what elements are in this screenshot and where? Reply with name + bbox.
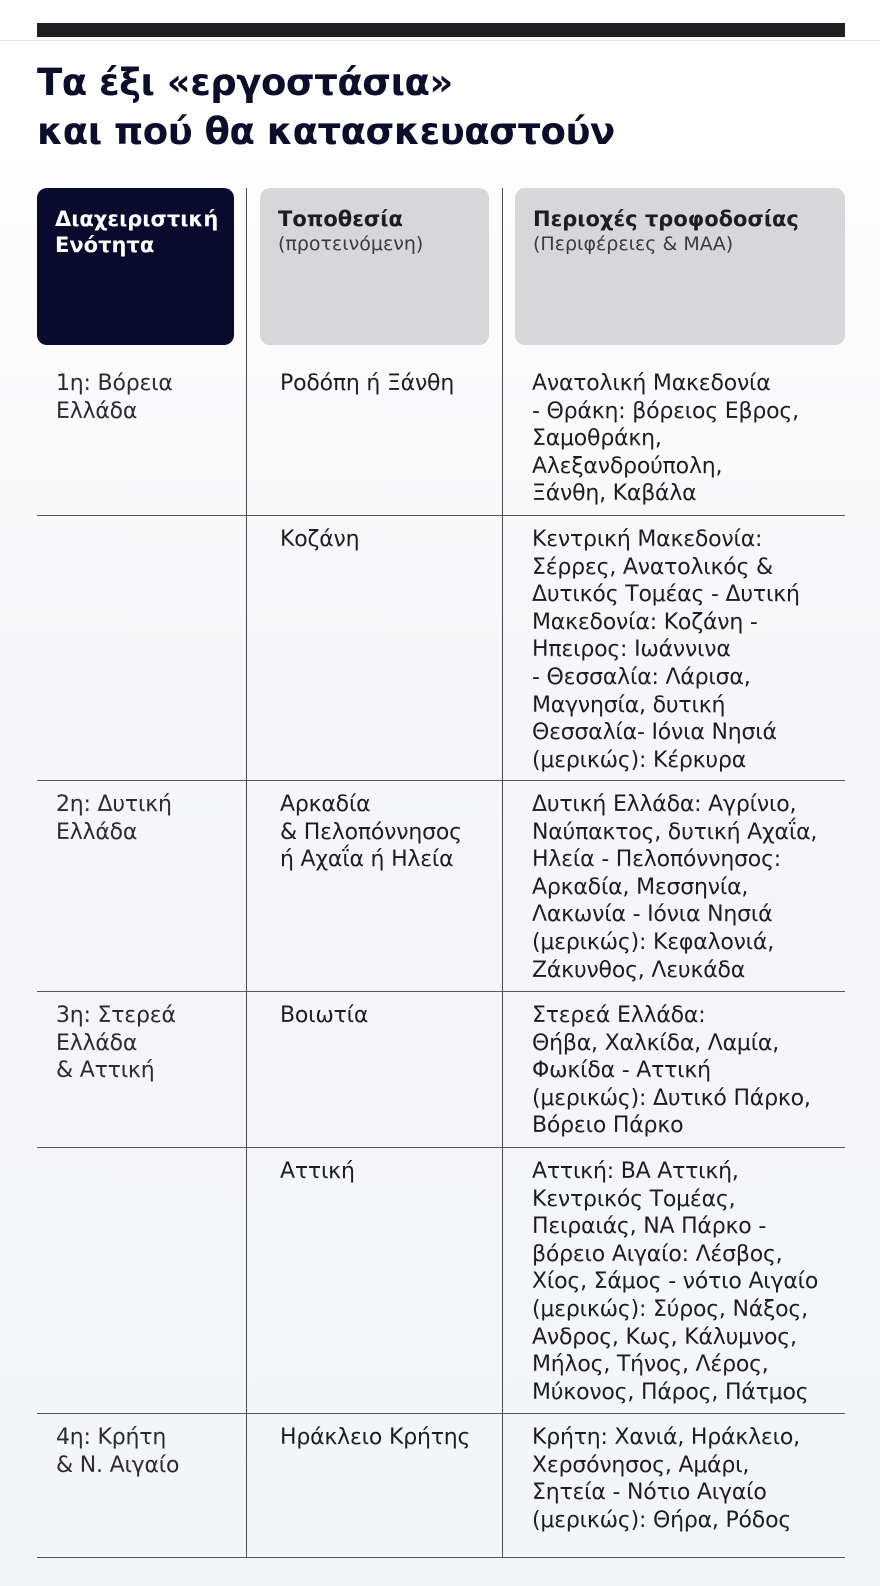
cell-regions-line: Σητεία - Νότιο Αιγαίο [532, 1480, 767, 1506]
cell-location-line: & Πελοπόννησος [280, 819, 462, 845]
cell-regions-line: Σέρρες, Ανατολικός & [532, 554, 774, 580]
cell-location [280, 1158, 496, 1186]
cell-regions-line: Θήβα, Χαλκίδα, Λαμία, [532, 1030, 780, 1056]
cell-regions-line: Μήλος, Τήνος, Λέρος, [532, 1352, 769, 1378]
cell-regions-line: Αλεξανδρούπολη, [532, 453, 723, 479]
top-rule [37, 23, 845, 37]
cell-regions-line: Ανδρος, Κως, Κάλυμνος, [532, 1324, 797, 1350]
cell-regions-line: - Θεσσαλία: Λάρισα, [532, 664, 751, 690]
cell-regions-line: Ξάνθη, Καβάλα [532, 481, 697, 507]
cell-regions-line: Μαγνησία, δυτική [532, 692, 726, 718]
column-divider [502, 188, 503, 1558]
top-hairline [0, 40, 880, 41]
cell-regions-line: (μερικώς): Σύρος, Νάξος, [532, 1296, 808, 1322]
cell-regions-line: Κεντρική Μακεδονία: [532, 527, 763, 552]
cell-unit [56, 791, 236, 846]
header-unit-line-1: Διαχειριστική [55, 207, 219, 231]
cell-unit-line: 2η: Δυτική [56, 792, 172, 817]
cell-regions-line: Λακωνία - Ιόνια Νησιά [532, 902, 773, 928]
cell-regions-line: Κρήτη: Χανιά, Ηράκλειο, [532, 1425, 800, 1450]
cell-regions-line: βόρειο Αιγαίο: Λέσβος, [532, 1241, 783, 1267]
cell-location [280, 370, 496, 398]
cell-unit [56, 370, 236, 425]
cell-unit [56, 1002, 236, 1085]
cell-location-line: Αττική [280, 1159, 355, 1184]
header-regions-subtitle: (Περιφέρειες & ΜΑΑ) [533, 233, 734, 255]
cell-regions-line: (μερικώς): Κέρκυρα [532, 747, 747, 773]
cell-location-line: Αρκαδία [280, 792, 371, 817]
cell-unit-line: 4η: Κρήτη [56, 1425, 167, 1450]
column-divider [246, 188, 247, 1558]
row-divider [37, 1413, 845, 1414]
header-unit-line-2: Ενότητα [55, 233, 155, 257]
header-unit [37, 188, 234, 345]
cell-location [280, 1424, 496, 1452]
cell-regions-line: Φωκίδα - Αττική [532, 1058, 711, 1084]
header-location [260, 188, 489, 345]
cell-location-line: ή Αχαΐα ή Ηλεία [280, 847, 454, 873]
row-divider [37, 1147, 845, 1148]
title-line-1: Τα έξι «εργοστάσια» [37, 61, 453, 104]
row-divider [37, 1557, 845, 1558]
cell-regions-line: Δυτική Ελλάδα: Αγρίνιο, [532, 792, 797, 817]
cell-regions-line: Κεντρικός Τομέας, [532, 1186, 736, 1212]
cell-regions-line: - Θράκη: βόρειος Εβρος, [532, 398, 799, 424]
cell-regions [532, 370, 842, 508]
cell-regions-line: Μακεδονία: Κοζάνη - [532, 609, 758, 635]
cell-regions-line: Χίος, Σάμος - νότιο Αιγαίο [532, 1269, 819, 1295]
cell-location-line: Ηράκλειο Κρήτης [280, 1425, 471, 1450]
cell-location-line: Κοζάνη [280, 527, 360, 552]
cell-regions-line: Χερσόνησος, Αμάρι, [532, 1452, 750, 1478]
cell-regions [532, 1424, 842, 1534]
cell-regions-line: Στερεά Ελλάδα: [532, 1003, 706, 1028]
cell-location [280, 1002, 496, 1030]
cell-regions [532, 1002, 842, 1140]
header-location-title: Τοποθεσία [278, 207, 403, 231]
cell-regions-line: Μύκονος, Πάρος, Πάτμος [532, 1379, 809, 1405]
cell-location [280, 791, 496, 874]
cell-location-line: Ροδόπη ή Ξάνθη [280, 371, 455, 396]
cell-unit-line: & Αττική [56, 1058, 155, 1084]
cell-regions [532, 791, 842, 984]
cell-regions-line: Θεσσαλία- Ιόνια Νησιά [532, 720, 777, 746]
cell-unit-line: 1η: Βόρεια [56, 371, 173, 396]
cell-regions-line: Ανατολική Μακεδονία [532, 371, 771, 396]
row-divider [37, 780, 845, 781]
cell-unit-line: & Ν. Αιγαίο [56, 1452, 180, 1478]
row-divider [37, 991, 845, 992]
cell-unit-line: Ελλάδα [56, 1030, 138, 1056]
cell-regions-line: (μερικώς): Κεφαλονιά, [532, 929, 775, 955]
title-line-2: και πού θα κατασκευαστούν [37, 110, 615, 153]
header-regions [515, 188, 845, 345]
page-title [37, 58, 837, 156]
cell-unit-line: 3η: Στερεά [56, 1003, 176, 1028]
cell-regions-line: Βόρειο Πάρκο [532, 1113, 684, 1139]
cell-regions-line: Πειραιάς, ΝΑ Πάρκο - [532, 1214, 767, 1240]
cell-regions-line: Ζάκυνθος, Λευκάδα [532, 957, 746, 983]
cell-unit [56, 1424, 236, 1479]
cell-regions-line: (μερικώς): Θήρα, Ρόδος [532, 1507, 792, 1533]
cell-regions [532, 1158, 842, 1406]
cell-unit-line: Ελλάδα [56, 398, 138, 424]
cell-location [280, 526, 496, 554]
cell-regions-line: Σαμοθράκη, [532, 426, 662, 452]
cell-regions-line: Ηλεία - Πελοπόννησος: [532, 847, 781, 873]
cell-regions-line: Δυτικός Τομέας - Δυτική [532, 582, 800, 608]
cell-regions-line: (μερικώς): Δυτικό Πάρκο, [532, 1085, 811, 1111]
cell-regions-line: Αττική: ΒΑ Αττική, [532, 1159, 739, 1184]
cell-regions-line: Αρκαδία, Μεσσηνία, [532, 874, 749, 900]
header-regions-title: Περιοχές τροφοδοσίας [533, 207, 799, 231]
cell-regions [532, 526, 842, 774]
row-divider [37, 515, 845, 516]
cell-unit-line: Ελλάδα [56, 819, 138, 845]
cell-regions-line: Ηπειρος: Ιωάννινα [532, 637, 731, 663]
cell-location-line: Βοιωτία [280, 1003, 369, 1028]
header-location-subtitle: (προτεινόμενη) [278, 233, 424, 255]
cell-regions-line: Ναύπακτος, δυτική Αχαΐα, [532, 819, 818, 845]
